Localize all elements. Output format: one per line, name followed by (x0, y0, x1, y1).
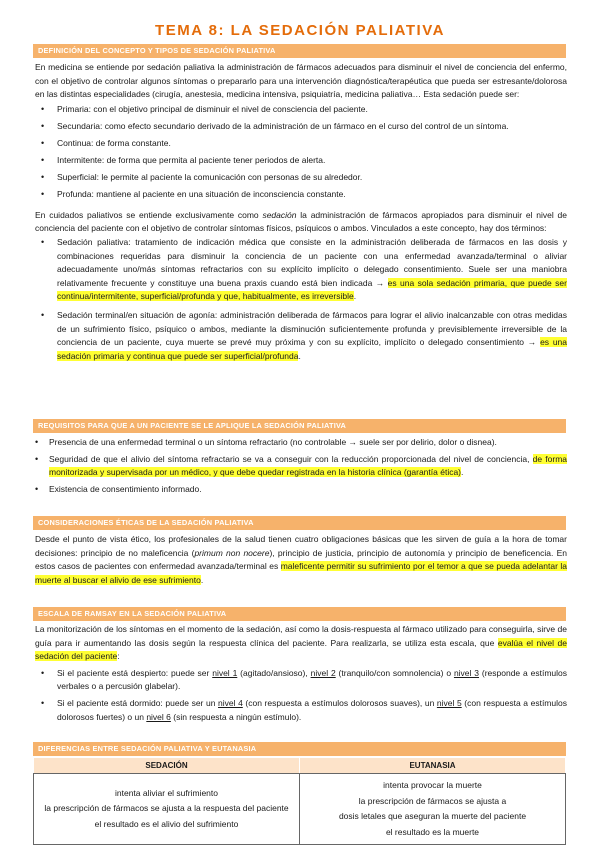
cell-line: el resultado es el alivio del sufrimiento (94, 818, 239, 829)
section-header-eticas: CONSIDERACIONES ÉTICAS DE LA SEDACIÓN PALIATIVA (33, 516, 566, 530)
list-item: • Existencia de consentimiento informado. (35, 483, 567, 497)
section-requisitos (35, 436, 567, 496)
table-row (34, 774, 566, 845)
text: Si el paciente está dormido: puede ser un (57, 697, 219, 708)
cell-line: el resultado es la muerte (385, 826, 480, 837)
requirements-list (35, 436, 567, 496)
text: . (200, 574, 204, 585)
list-item (35, 453, 567, 480)
section-eticas (35, 533, 567, 587)
text: Seguridad de que el alivio del síntoma refractario se va a conseguir con la reducción proporcionada del nivel de conciencia, (49, 453, 533, 464)
text: Sedación terminal/en situación de agonía: administración deliberada de fármacos para lograr el alivio inalcanzable con otras medidas de un sufrimiento físico, psíquico o ambos, mediante la disminución suficientemente profunda y previsiblemente irreversible de la conciencia de un paciente, cuya muerte se prevé muy próxima y con su explícito, implícito o delegado consentimiento → (57, 310, 567, 348)
text: (sin respuesta a ningún estímulo). (170, 711, 302, 722)
list-item (35, 697, 567, 724)
text: . (461, 467, 464, 478)
section-ramsay (35, 623, 567, 724)
ramsay-list (35, 667, 567, 724)
list-item (35, 667, 567, 694)
list-item: • Secundaria: como efecto secundario derivado de la administración de un fármaco en el curso del control de un síntoma. (35, 120, 567, 134)
paragraph (35, 209, 567, 236)
list-item: • Superficial: le permite al paciente la comunicación con personas de su alrededor. (35, 171, 567, 185)
text: (con respuesta a estímulos dolorosos suaves), un (242, 697, 437, 708)
text: En cuidados paliativos se entiende exclusivamente como (35, 209, 263, 220)
text: (con respuesta a estímulos dolorosos fuertes) o un (57, 697, 567, 722)
cell-line: la prescripción de fármacos se ajusta a (358, 795, 507, 806)
cell-line: intenta provocar la muerte (383, 780, 482, 790)
highlighted-text: evalúa el nivel de sedación del paciente (35, 637, 568, 662)
list-item (35, 309, 567, 363)
section-header-definicion: DEFINICIÓN DEL CONCEPTO Y TIPOS DE SEDACIÓN PALIATIVA (33, 44, 566, 58)
table-cell-sedacion (34, 774, 300, 845)
page-title: TEMA 8: LA SEDACIÓN PALIATIVA (155, 22, 445, 39)
comparison-table (33, 757, 566, 845)
text: Sedación paliativa: tratamiento de indicación médica que consiste en la administración deliberada de fármacos en las dosis y combinaciones requeridas para disminuir la conciencia de un paciente con una enfermedad avanzada/terminal o aliviar adecuadamente uno/más síntomas refractarios con su explícito implícito o delegado consentimiento. Suele ser una maniobra relativamente frecuente y constituye una buena praxis cuando está bien indicada → (57, 237, 567, 288)
text: . (298, 350, 301, 361)
text-italic: primum non nocere (194, 547, 270, 558)
list-item: • Primaria: con el objetivo principal de disminuir el nivel de consciencia del paciente. (35, 103, 567, 117)
sedation-types-list (35, 103, 567, 202)
text-italic: sedación (262, 209, 297, 220)
list-item: • Continua: de forma constante. (35, 137, 567, 151)
column-header-sedacion: SEDACIÓN (34, 758, 300, 774)
highlighted-text: maleficente permitir su sufrimiento por el temor a que se pueda adelantar la muerte al buscar el alivio de ese sufrimiento (35, 561, 567, 585)
level-label: nivel 1 (212, 667, 238, 678)
cell-line: intenta aliviar el sufrimiento (115, 787, 218, 798)
list-item: • Intermitente: de forma que permita al paciente tener periodos de alerta. (35, 154, 567, 168)
text: ), principio de justicia, principio de autonomía y principio de beneficencia. En estos casos de pacientes con enfermedad avanzada/terminal es (35, 547, 567, 572)
section-header-ramsay: ESCALA DE RAMSAY EN LA SEDACIÓN PALIATIVA (33, 607, 566, 621)
highlighted-text: de forma monitorizada y supervisada por un médico, y que debe quedar registrada en la historia clínica (garantía ética) (49, 453, 568, 478)
section-header-requisitos: REQUISITOS PARA QUE A UN PACIENTE SE LE APLIQUE LA SEDACIÓN PALIATIVA (33, 419, 566, 433)
column-header-eutanasia: EUTANASIA (300, 758, 566, 774)
paragraph (35, 623, 567, 664)
list-item: • Presencia de una enfermedad terminal o un síntoma refractario (no controlable → suele ser por delirio, dolor o disnea). (35, 436, 567, 450)
level-label: nivel 3 (453, 667, 480, 678)
section-header-diferencias: DIFERENCIAS ENTRE SEDACIÓN PALIATIVA Y EUTANASIA (33, 742, 566, 756)
text: (tranquilo/con somnolencia) o (335, 667, 454, 678)
section-definicion (35, 61, 567, 363)
list-item (35, 236, 567, 304)
level-label: nivel 2 (310, 667, 336, 678)
level-label: nivel 6 (146, 711, 171, 722)
table-cell-eutanasia (300, 774, 566, 845)
text: : (117, 651, 120, 662)
list-item: • Profunda: mantiene al paciente en una situación de inconsciencia constante. (35, 188, 567, 202)
text: (responde a estímulos verbales o a percusión glabelar). (57, 667, 567, 692)
text: la administración de fármacos apropiados para disminuir el nivel de conciencia del paciente con el objetivo de controlar síntomas físicos, psíquicos o ambos. Vinculados a este concepto, hay dos términos: (35, 209, 567, 234)
paragraph (35, 533, 567, 587)
paragraph: En medicina se entiende por sedación paliativa la administración de fármacos adecuados para disminuir el nivel de conciencia del enfermo, con el objetivo de controlar algunos síntomas o prepararlo para una intervención diagnóstica/terapéutica que pueda ser estresante/dolorosa en las distintas especialidades (cirugía, anestesia, medicina intensiva, psiquiatría, medicina paliativa… Esta sedación puede ser: (35, 62, 567, 100)
highlighted-text: es una sedación primaria y continua que puede ser superficial/profunda (57, 337, 568, 361)
table-header-row (34, 758, 566, 774)
highlighted-text: es una sola sedación primaria, que puede ser continua/intermitente, superficial/profunda y que, habitualmente, es irreversible (57, 277, 567, 302)
terms-list (35, 236, 567, 363)
cell-line: dosis letales que aseguran la muerte del paciente (338, 811, 527, 821)
text: (agitado/ansioso), (237, 667, 311, 678)
text: Si el paciente está despierto: puede ser (57, 667, 213, 678)
level-label: nivel 5 (436, 697, 462, 708)
text: . (353, 291, 357, 302)
cell-line: la prescripción de fármacos se ajusta a la respuesta del paciente (44, 803, 289, 814)
level-label: nivel 4 (218, 697, 243, 708)
text: Desde el punto de vista ético, los profesionales de la salud tienen cuatro obligaciones básicas que les sirven de guía a la hora de tomar decisiones: principio de no maleficencia ( (35, 534, 567, 558)
text: La monitorización de los síntomas en el momento de la sedación, así como la dosis-respuesta al fármaco utilizado para conseguirla, sirve de guía para ir aumentando las dosis según la respuesta clínica del paciente. Para realizarla, se utiliza esta escala, que (35, 624, 567, 648)
